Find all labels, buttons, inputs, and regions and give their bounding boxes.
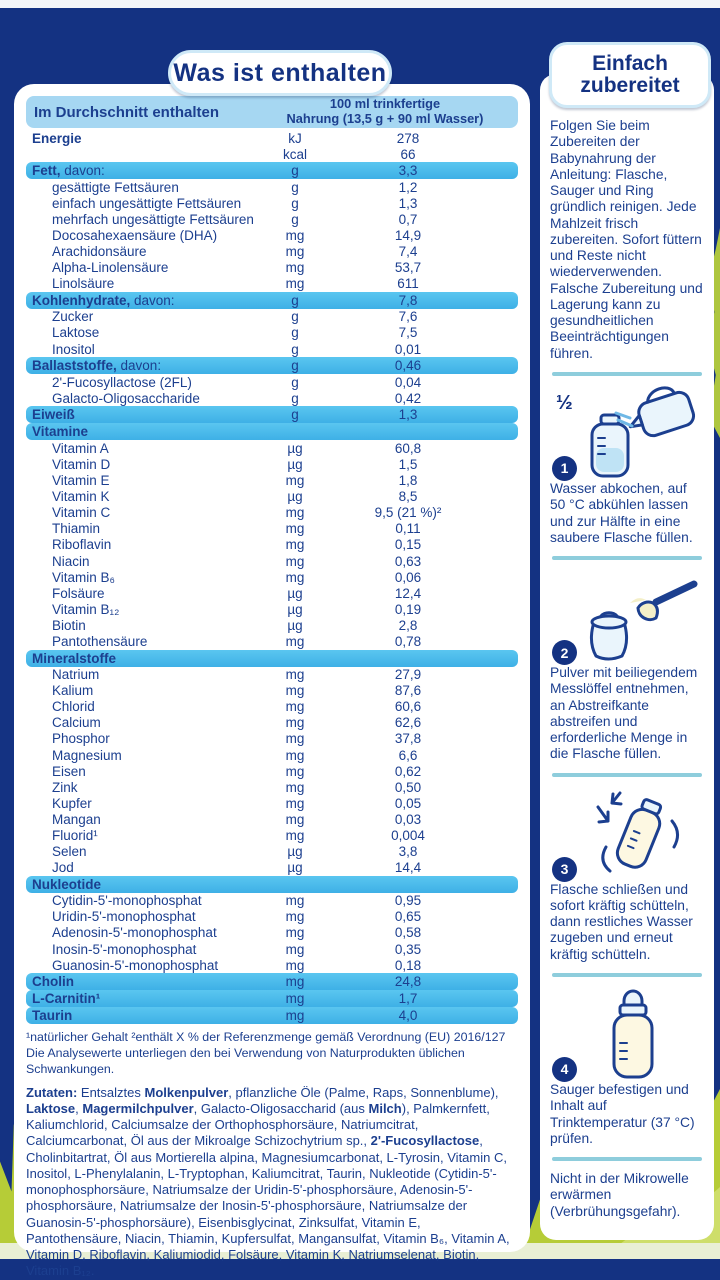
nutrition-panel-title: Was ist enthalten	[168, 50, 392, 96]
footnote-line1: ¹natürlicher Gehalt ²enthält X % der Referenzmenge gemäß Verordnung (EU) 2016/127	[26, 1030, 506, 1045]
microwave-warning: Nicht in der Mikrowelle erwärmen (Verbrühungsgefahr).	[550, 1171, 689, 1219]
row-value: 8,5	[398, 489, 418, 505]
row-unit: g	[291, 292, 299, 308]
row-value: 0,15	[394, 537, 422, 553]
table-row	[26, 390, 518, 406]
row-label: Vitamin C	[52, 505, 111, 521]
row-label: Biotin	[52, 617, 86, 633]
ingredient-bold-segment: 2'-Fucosyllactose	[370, 1133, 480, 1149]
table-row	[26, 473, 518, 489]
table-header-left: Im Durchschnitt enthalten	[34, 103, 220, 121]
table-row	[26, 941, 518, 957]
step2-number-badge: 2	[552, 640, 577, 665]
row-label: Laktose	[52, 325, 100, 341]
table-row	[26, 1007, 518, 1024]
row-label: Galacto-Oligosaccharide	[52, 390, 200, 406]
table-row	[26, 456, 518, 472]
row-label: Riboflavin	[52, 537, 112, 553]
row-label: Arachidonsäure	[52, 244, 147, 260]
row-label: Vitamin K	[52, 489, 110, 505]
divider	[552, 773, 702, 777]
table-row	[26, 617, 518, 633]
row-value: 60,8	[394, 440, 422, 456]
row-label: Alpha-Linolensäure	[52, 260, 169, 276]
row-label: Vitamine	[32, 424, 89, 440]
table-row	[26, 423, 518, 440]
row-label: Phosphor	[52, 731, 110, 747]
row-unit: µg	[287, 489, 303, 505]
step4-illustration	[550, 987, 704, 1082]
preparation-panel	[540, 74, 714, 1240]
step1-illustration	[550, 386, 704, 481]
row-value: 1,8	[398, 473, 418, 489]
table-row	[26, 211, 518, 227]
row-unit: mg	[285, 909, 305, 925]
table-row	[26, 489, 518, 505]
table-row	[26, 763, 518, 779]
ingredient-segment: ), Palmkernfett, Kaliumchlorid, Calciumsalze der Orthophosphorsäure, Natriumcitrat, Calciumcarbonat, Öl aus der Mikroalge Schizochytrium sp.,	[26, 1100, 490, 1149]
measuring-scoop-icon	[568, 570, 698, 665]
row-value: 87,6	[394, 683, 422, 699]
row-unit: mg	[285, 747, 305, 763]
table-row	[26, 973, 518, 990]
row-label: Fluorid¹	[52, 828, 98, 844]
nutrition-panel	[14, 84, 530, 1279]
row-value: 3,8	[398, 844, 418, 860]
table-row	[26, 146, 518, 162]
row-label: Jod	[52, 860, 74, 876]
table-row	[26, 633, 518, 649]
row-unit: mg	[285, 957, 305, 973]
row-unit: mg	[285, 699, 305, 715]
divider	[552, 973, 702, 977]
top-edge-strip	[0, 0, 720, 8]
table-row	[26, 569, 518, 585]
half-fraction-label: ½	[556, 391, 573, 414]
row-value: 24,8	[394, 974, 422, 990]
ingredient-bold-segment: Zutaten:	[26, 1084, 78, 1100]
row-value: 0,7	[398, 211, 418, 227]
row-label: Niacin	[52, 553, 90, 569]
table-row	[26, 440, 518, 456]
step1-number-badge: 1	[552, 456, 577, 481]
row-unit: g	[291, 358, 299, 374]
row-value: 278	[396, 130, 420, 146]
table-row	[26, 811, 518, 827]
table-row	[26, 601, 518, 617]
table-row	[26, 715, 518, 731]
row-value: 0,04	[394, 374, 422, 390]
row-label: Eisen	[52, 763, 86, 779]
ingredient-segment: Entsalztes	[77, 1084, 145, 1100]
row-label: einfach ungesättigte Fettsäuren	[52, 195, 242, 211]
table-row	[26, 925, 518, 941]
row-unit: g	[291, 179, 299, 195]
feeding-bottle-icon	[568, 987, 698, 1082]
table-row	[26, 844, 518, 860]
row-unit: µg	[287, 440, 303, 456]
row-value: 7,6	[398, 309, 418, 325]
row-value: 1,7	[398, 991, 418, 1007]
row-unit: mg	[285, 505, 305, 521]
table-row	[26, 795, 518, 811]
row-value: 37,8	[394, 731, 422, 747]
ingredient-segment: , Galacto-Oligosaccharid (aus	[193, 1100, 369, 1116]
row-unit: mg	[285, 828, 305, 844]
row-label: Kalium	[52, 683, 94, 699]
row-value: 0,78	[394, 633, 422, 649]
row-value: 27,9	[394, 667, 422, 683]
row-label: Chlorid	[52, 699, 95, 715]
row-label: Docosahexaensäure (DHA)	[52, 228, 218, 244]
row-label: Pantothensäure	[52, 633, 148, 649]
row-unit: mg	[285, 537, 305, 553]
row-unit: mg	[285, 521, 305, 537]
row-unit: µg	[287, 617, 303, 633]
row-unit: g	[291, 341, 299, 357]
row-unit: µg	[287, 860, 303, 876]
row-value: 0,35	[394, 941, 422, 957]
table-row	[26, 779, 518, 795]
ingredient-bold-segment: Molkenpulver	[144, 1084, 229, 1100]
footnote-line2: Die Analysewerte unterliegen den bei Verwendung von Naturprodukten üblichen Schwankungen.	[26, 1046, 465, 1077]
table-row	[26, 909, 518, 925]
row-label: L-Carnitin¹	[32, 991, 101, 1007]
row-unit: mg	[285, 260, 305, 276]
row-value: 0,50	[394, 779, 422, 795]
row-value: 60,6	[394, 699, 422, 715]
row-label: Vitamin D	[52, 456, 111, 472]
table-row	[26, 585, 518, 601]
row-value: 0,42	[394, 390, 422, 406]
table-row	[26, 309, 518, 325]
row-value: 0,46	[394, 358, 422, 374]
table-header-row	[26, 96, 518, 128]
row-label: Calcium	[52, 715, 101, 731]
row-value: 12,4	[394, 585, 422, 601]
row-unit: mg	[285, 715, 305, 731]
step2-illustration	[550, 570, 704, 665]
footnotes	[26, 1029, 518, 1077]
row-value: 0,58	[394, 925, 422, 941]
row-unit: mg	[285, 941, 305, 957]
ingredient-segment: , pflanzliche Öle (Palme, Raps, Sonnenblume),	[228, 1084, 499, 1100]
row-label: Inositol	[52, 341, 95, 357]
table-row	[26, 130, 518, 146]
preparation-panel-title: Einfach zubereitet	[549, 42, 711, 108]
row-unit: mg	[285, 991, 305, 1007]
table-row	[26, 553, 518, 569]
row-label: Zink	[52, 779, 78, 795]
row-value: 0,05	[394, 795, 422, 811]
row-value: 0,11	[395, 521, 421, 537]
row-unit: mg	[285, 683, 305, 699]
row-value: 0,18	[394, 957, 422, 973]
table-row	[26, 699, 518, 715]
table-row	[26, 325, 518, 341]
row-unit: mg	[285, 244, 305, 260]
row-value: 611	[397, 276, 419, 292]
row-value: 14,4	[394, 860, 422, 876]
row-value: 0,19	[394, 601, 422, 617]
table-row	[26, 876, 518, 893]
row-value: 1,3	[398, 407, 418, 423]
table-row	[26, 292, 518, 309]
table-row	[26, 521, 518, 537]
divider	[552, 372, 702, 376]
table-row	[26, 505, 518, 521]
table-row	[26, 537, 518, 553]
row-unit: µg	[287, 456, 303, 472]
row-label: Folsäure	[52, 585, 105, 601]
table-row	[26, 731, 518, 747]
ingredient-segment: , Cholinbitartrat, Öl aus Mortierella alpina, Magnesiumcarbonat, L-Tyrosin, Vitamin C, Inositol, L-Phenylalanin, L-Tryptophan, Kaliumcitrat, Taurin, Nukleotide (Cytidin-5'-monophosphorsäure, Natriumsalze der Uridin-5'-phosphorsäure, Adenosin-5'-phosphorsäure, Natriumsalze der Inosin-5'-phosphorsäure, Natriumsalze der Guanosin-5'-phosphorsäure), Eisenbisglycinat, Zinksulfat, Vitamin E, Pantothensäure, Niacin, Thiamin, Kupfersulfat, Mangansulfat, Vitamin B₆, Vitamin A, Vitamin D, Riboflavin, Kaliumiodid, Folsäure, Vitamin K, Natriumselenat, Biotin, Vitamin B₁₂.	[26, 1133, 510, 1279]
row-label: Cytidin-5'-monophosphat	[52, 893, 202, 909]
row-unit: mg	[285, 925, 305, 941]
kettle-pour-icon	[568, 386, 698, 481]
table-row	[26, 667, 518, 683]
step4-text: Sauger befestigen und Inhalt auf Trinktemperatur (37 °C) prüfen.	[550, 1081, 695, 1146]
row-value: 3,3	[398, 163, 418, 179]
ingredients-paragraph	[26, 1085, 518, 1280]
row-label: Vitamin B₆	[52, 569, 115, 585]
row-unit: mg	[285, 974, 305, 990]
table-row	[26, 341, 518, 357]
row-unit: g	[291, 407, 299, 423]
table-row	[26, 860, 518, 876]
table-row	[26, 893, 518, 909]
table-header-right	[260, 97, 510, 126]
row-value: 1,5	[398, 456, 418, 472]
row-unit: g	[291, 374, 299, 390]
row-value: 7,5	[398, 325, 418, 341]
row-label: 2'-Fucosyllactose (2FL)	[52, 374, 192, 390]
table-row	[26, 244, 518, 260]
row-label: Kohlenhydrate, davon:	[32, 292, 175, 308]
row-label: Ballaststoffe, davon:	[32, 358, 162, 374]
ingredient-bold-segment: Laktose	[26, 1100, 76, 1116]
row-label: Fett, davon:	[32, 163, 105, 179]
table-rows	[26, 130, 518, 1024]
row-unit: mg	[285, 473, 305, 489]
table-row	[26, 357, 518, 374]
table-row	[26, 195, 518, 211]
preparation-intro: Folgen Sie beim Zubereiten der Babynahrung der Anleitung: Flasche, Sauger und Ring gründlich reinigen. Jede Mahlzeit frisch zubereiten. Sofort füttern und Reste nicht wiederverwenden. Falsche Zubereitung und Lagerung kann zu gesundheitlichen Beeinträchtigungen führen.	[550, 118, 703, 361]
row-label: gesättigte Fettsäuren	[52, 179, 179, 195]
table-row	[26, 683, 518, 699]
step4-number-badge: 4	[552, 1057, 577, 1082]
row-unit: µg	[287, 601, 303, 617]
row-value: 0,63	[394, 553, 422, 569]
table-row	[26, 276, 518, 292]
row-label: Uridin-5'-monophosphat	[52, 909, 196, 925]
ingredient-bold-segment: Magermilchpulver	[82, 1100, 194, 1116]
row-value: 2,8	[398, 617, 418, 633]
row-unit: µg	[287, 585, 303, 601]
table-header-right-line1: 100 ml trinkfertige	[329, 96, 441, 112]
row-unit: g	[291, 195, 299, 211]
row-unit: mg	[285, 893, 305, 909]
table-row	[26, 374, 518, 390]
row-unit: mg	[285, 779, 305, 795]
ingredient-bold-segment: Milch	[368, 1100, 402, 1116]
table-row	[26, 260, 518, 276]
table-row	[26, 827, 518, 843]
row-unit: kcal	[282, 146, 307, 162]
table-header-right-line2: Nahrung (13,5 g + 90 ml Wasser)	[286, 111, 484, 126]
row-value: 14,9	[394, 228, 422, 244]
row-unit: mg	[285, 276, 305, 292]
row-value: 1,2	[398, 179, 418, 195]
step2-text: Pulver mit beiliegendem Messlöffel entnehmen, an Abstreifkante abstreifen und erforderliche Menge in die Flasche füllen.	[550, 665, 698, 762]
row-label: Guanosin-5'-monophosphat	[52, 957, 219, 973]
table-row	[26, 650, 518, 667]
shake-bottle-icon	[568, 787, 698, 882]
row-label: Linolsäure	[52, 276, 115, 292]
row-label: Vitamin A	[52, 440, 109, 456]
row-value: 4,0	[398, 1008, 418, 1024]
row-unit: mg	[285, 763, 305, 779]
row-unit: g	[291, 325, 299, 341]
row-label: Mangan	[52, 811, 101, 827]
row-label: Kupfer	[52, 795, 92, 811]
row-label: Vitamin E	[52, 473, 110, 489]
row-label: Mineralstoffe	[32, 650, 117, 666]
row-unit: mg	[285, 553, 305, 569]
row-label: Nukleotide	[32, 876, 102, 892]
row-unit: mg	[285, 811, 305, 827]
table-row	[26, 990, 518, 1007]
row-label: Selen	[52, 844, 87, 860]
row-value: 0,95	[394, 893, 422, 909]
row-label: Inosin-5'-monophosphat	[52, 941, 197, 957]
table-row	[26, 179, 518, 195]
row-unit: mg	[285, 667, 305, 683]
row-label: Zucker	[52, 309, 94, 325]
row-label: Eiweiß	[32, 407, 75, 423]
step1-text: Wasser abkochen, auf 50 °C abkühlen lassen und zur Hälfte in eine saubere Flasche füllen.	[550, 480, 693, 545]
row-value: 9,5 (21 %)²	[374, 505, 442, 521]
step3-illustration	[550, 787, 704, 882]
divider	[552, 1157, 702, 1161]
row-label: Taurin	[32, 1008, 73, 1024]
row-label: Natrium	[52, 667, 100, 683]
row-unit: µg	[287, 844, 303, 860]
table-row	[26, 227, 518, 243]
table-row	[26, 162, 518, 179]
row-value: 7,8	[398, 292, 418, 308]
row-label: Vitamin B₁₂	[52, 601, 120, 617]
row-value: 1,3	[398, 195, 418, 211]
row-label: Cholin	[32, 974, 74, 990]
row-label: Thiamin	[52, 521, 101, 537]
row-unit: g	[291, 211, 299, 227]
row-unit: mg	[285, 1008, 305, 1024]
row-value: 66	[400, 146, 416, 162]
row-label: mehrfach ungesättigte Fettsäuren	[52, 211, 254, 227]
table-row	[26, 747, 518, 763]
row-unit: mg	[285, 569, 305, 585]
ingredient-segment: ,	[75, 1100, 83, 1116]
row-unit: mg	[285, 228, 305, 244]
row-value: 0,65	[394, 909, 422, 925]
row-value: 0,01	[394, 341, 422, 357]
divider	[552, 556, 702, 560]
row-unit: g	[291, 390, 299, 406]
row-value: 6,6	[398, 747, 418, 763]
step3-text: Flasche schließen und sofort kräftig schütteln, dann restliches Wasser zugeben und erneut kräftig schütteln.	[550, 881, 693, 962]
row-value: 0,62	[394, 763, 422, 779]
row-value: 0,06	[394, 569, 422, 585]
row-value: 0,004	[391, 828, 425, 844]
row-label: Magnesium	[52, 747, 122, 763]
row-value: 7,4	[398, 244, 418, 260]
row-unit: mg	[285, 795, 305, 811]
table-row	[26, 406, 518, 423]
row-unit: mg	[285, 731, 305, 747]
row-value: 53,7	[394, 260, 422, 276]
row-label: Energie	[32, 130, 82, 146]
row-label: Adenosin-5'-monophosphat	[52, 925, 217, 941]
step3-number-badge: 3	[552, 857, 577, 882]
row-unit: g	[291, 309, 299, 325]
row-value: 0,03	[394, 811, 422, 827]
row-unit: kJ	[288, 130, 302, 146]
table-row	[26, 957, 518, 973]
row-value: 62,6	[394, 715, 422, 731]
row-unit: mg	[285, 633, 305, 649]
row-unit: g	[291, 163, 299, 179]
